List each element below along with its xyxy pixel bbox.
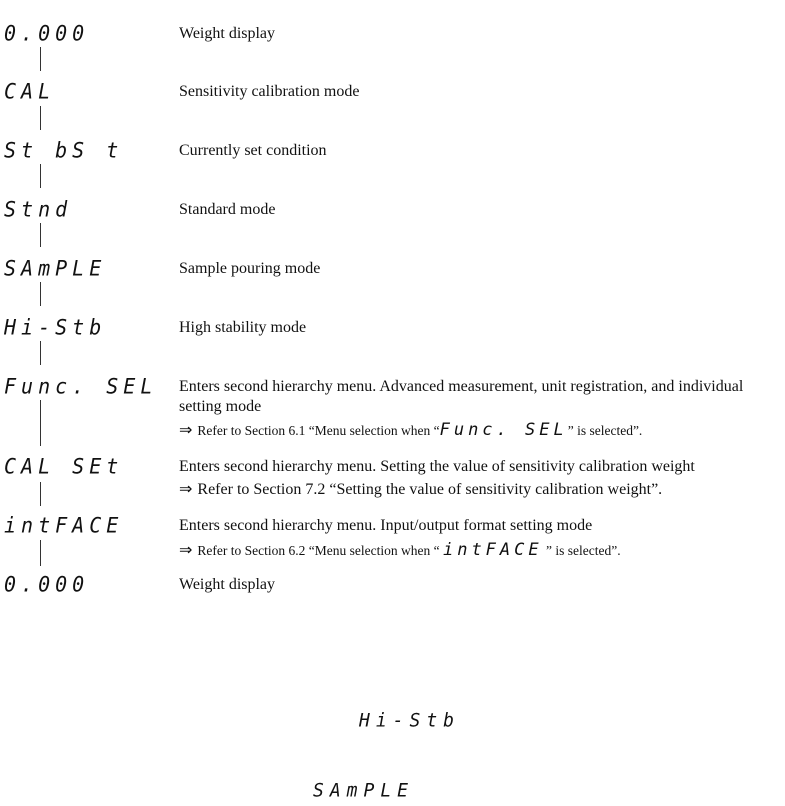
ref-intf-pre: Refer to Section 6.2 “Menu selection when “ — [197, 543, 443, 558]
code-weight-display: 0.000 — [4, 20, 90, 46]
connector-line — [40, 400, 41, 446]
ref-cal-set — [179, 480, 779, 500]
desc-interface: Enters second hierarchy menu. Input/output format setting mode — [179, 517, 593, 534]
desc-set-condition: Currently set condition — [179, 142, 327, 159]
ref-cal-text: Refer to Section 7.2 “Setting the value of sensitivity calibration weight”. — [197, 481, 663, 498]
desc-sample: Sample pouring mode — [179, 260, 321, 277]
ref-intf-code: intFACE — [442, 540, 543, 560]
bottom-display-hi-stb: Hi-Stb — [359, 709, 461, 732]
connector-line — [40, 341, 41, 365]
connector-line — [40, 282, 41, 306]
arrow-icon: ⇒ — [179, 542, 193, 559]
code-cal: CAL — [4, 78, 56, 104]
desc-standard: Standard mode — [179, 201, 276, 218]
connector-line — [40, 540, 41, 566]
ref-func-code: Func. SEL — [439, 420, 568, 440]
ref-intf-post: ” is selected”. — [542, 543, 621, 558]
connector-line — [40, 482, 41, 506]
code-interface: intFACE — [4, 512, 124, 538]
code-func-sel: Func. SEL — [4, 373, 158, 399]
desc-weight-display: Weight display — [179, 25, 276, 42]
code-weight-display-end: 0.000 — [4, 571, 90, 597]
ref-interface — [179, 540, 779, 561]
bottom-display-sample: SAmPLE — [313, 779, 415, 802]
desc-weight-display-end: Weight display — [179, 576, 276, 593]
ref-func-sel — [179, 420, 779, 441]
connector-line — [40, 164, 41, 188]
code-cal-set: CAL SEt — [4, 453, 124, 479]
arrow-icon: ⇒ — [179, 422, 193, 439]
desc-cal-set: Enters second hierarchy menu. Setting the value of sensitivity calibration weight — [179, 458, 695, 475]
ref-func-post: ” is selected”. — [567, 423, 643, 438]
ref-func-pre: Refer to Section 6.1 “Menu selection when “ — [197, 423, 440, 438]
desc-func-sel: Enters second hierarchy menu. Advanced measurement, unit registration, and individual setting mode — [179, 378, 748, 415]
arrow-icon: ⇒ — [179, 481, 193, 498]
code-set-condition: St bS t — [4, 137, 124, 163]
connector-line — [40, 106, 41, 130]
desc-high-stability: High stability mode — [179, 319, 307, 336]
desc-cal: Sensitivity calibration mode — [179, 83, 360, 100]
code-standard: Stnd — [4, 196, 73, 222]
connector-line — [40, 223, 41, 247]
code-sample: SAmPLE — [4, 255, 107, 281]
code-high-stability: Hi-Stb — [4, 314, 107, 340]
connector-line — [40, 47, 41, 71]
